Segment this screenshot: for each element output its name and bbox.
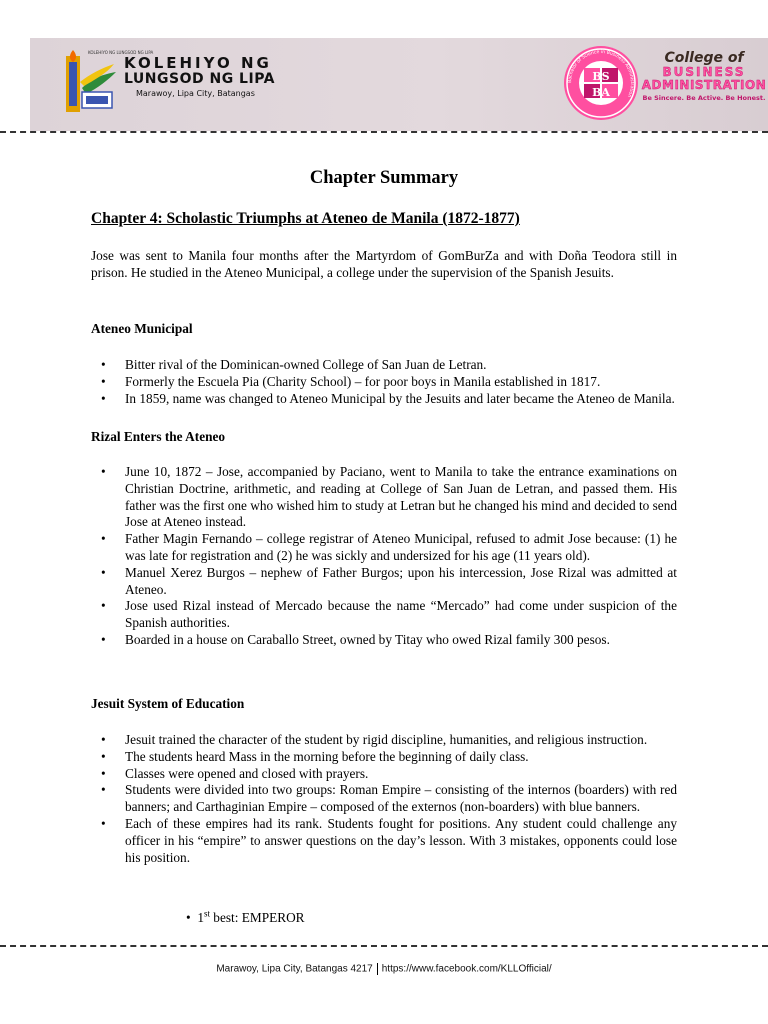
seal-letters-top: BS (592, 70, 610, 83)
seal-letters-bottom: BA (592, 86, 610, 99)
bullet-list-rizal-enters (91, 464, 677, 649)
bullet-icon: • (101, 357, 106, 372)
intro-paragraph: Jose was sent to Manila four months after the Martyrdom of GomBurZa and with Doña Teodora still in prison. He studied in the Ateneo Municipal, a college under the supervision of the Spanish Jesuits. (91, 248, 677, 280)
bullet-icon: • (101, 732, 106, 747)
sub-bullet-icon: • (186, 910, 191, 925)
header-divider (0, 131, 768, 133)
bullet-icon: • (101, 531, 106, 547)
school-seal-text: KOLEHIYO NG LUNGSOD NG LIPA (88, 50, 154, 55)
footer-divider (0, 945, 768, 947)
section-heading-rizal-enters: Rizal Enters the Ateneo (91, 429, 226, 444)
bullet-list-jesuit-system (91, 732, 677, 866)
ordinal-suffix: st (203, 908, 210, 919)
sub-bullet-emperor (186, 910, 305, 927)
college-line2: BUSINESS (662, 65, 746, 79)
list-item: • Father Magin Fernando – college registrar of Ateneo Municipal, refused to admit Jose because: (1) he was late for registration and (2) he was sickly and undersized for his age (11 years old). (101, 531, 677, 563)
bsba-seal-icon (562, 44, 640, 122)
bullet-icon: • (101, 564, 106, 580)
section-heading-jesuit-system: Jesuit System of Education (91, 696, 245, 711)
seal-ring-text: Bachelor of Science in Business Administration (567, 49, 635, 98)
college-tagline: Be Sincere. Be Active. Be Honest. (642, 94, 766, 102)
header-banner (30, 38, 768, 131)
list-item: • Formerly the Escuela Pia (Charity School) – for poor boys in Manila established in 1817. (101, 373, 601, 389)
list-item: • In 1859, name was changed to Ateneo Municipal by the Jesuits and later became the Ateneo de Manila. (101, 390, 675, 406)
bullet-icon: • (101, 631, 106, 647)
bullet-icon: • (101, 765, 106, 781)
ordinal-number: 1 (197, 910, 204, 925)
sub-bullet-text: best: EMPEROR (209, 910, 305, 925)
footer-url[interactable]: https://www.facebook.com/KLLOfficial/ (381, 963, 552, 975)
list-item: • Each of these empires had its rank. Students fought for positions. Any student could challenge any officer in his “empire” to answer questions on the day’s lesson. With 3 mistakes, opponents could lose his position. (101, 815, 677, 865)
chapter-heading: Chapter 4: Scholastic Triumphs at Ateneo de Manila (1872-1877) (91, 210, 520, 227)
list-item: • Bitter rival of the Dominican-owned College of San Juan de Letran. (101, 357, 487, 372)
page-title: Chapter Summary (309, 168, 459, 188)
list-item: • Boarded in a house on Caraballo Street, owned by Titay who owed Rizal family 300 pesos. (101, 631, 610, 647)
college-line1: College of (664, 50, 744, 66)
bullet-icon: • (101, 815, 106, 831)
footer-address: Marawoy, Lipa City, Batangas 4217 (216, 963, 373, 975)
list-item: • Jose used Rizal instead of Mercado because the name “Mercado” had come under suspicion of the Spanish authorities. (101, 598, 677, 631)
footer-separator (377, 963, 378, 975)
college-title-block (640, 50, 768, 102)
school-name-line1: KOLEHIYO NG (124, 54, 272, 72)
school-address: Marawoy, Lipa City, Batangas (136, 89, 255, 98)
school-name-block (124, 55, 275, 101)
list-item: • Classes were opened and closed with prayers. (101, 765, 369, 781)
bullet-icon: • (101, 782, 106, 798)
list-item: • Jesuit trained the character of the student by rigid discipline, humanities, and religious instruction. (101, 732, 648, 747)
section-heading-ateneo-municipal: Ateneo Municipal (91, 321, 193, 336)
bullet-icon: • (101, 390, 106, 406)
bullet-list-ateneo-municipal (91, 357, 677, 407)
list-item: • The students heard Mass in the morning before the beginning of daily class. (101, 748, 529, 764)
school-name-line2: LUNGSOD NG LIPA (124, 71, 275, 87)
page-footer (0, 963, 768, 975)
list-item: • Manuel Xerez Burgos – nephew of Father Burgos; upon his intercession, Jose Rizal was admitted at Ateneo. (101, 564, 677, 597)
list-item: • June 10, 1872 – Jose, accompanied by Paciano, went to Manila to take the entrance examinations on Christian Doctrine, arithmetic, and reading at College of San Juan de Letran, and passed them. His father was the first one who wished him to study at Letran but he changed his mind and decided to send Jose at Ateneo instead. (101, 464, 677, 530)
bullet-icon: • (101, 373, 106, 389)
college-line3: ADMINISTRATION (641, 78, 767, 92)
bullet-icon: • (101, 598, 106, 614)
school-logo-icon (58, 48, 154, 120)
bullet-icon: • (101, 748, 106, 764)
list-item: • Students were divided into two groups: Roman Empire – consisting of the internos (boarders) with red banners; and Carthaginian Empire – composed of the externos (non-boarders) with blue banners. (101, 782, 677, 815)
bullet-icon: • (101, 464, 106, 479)
